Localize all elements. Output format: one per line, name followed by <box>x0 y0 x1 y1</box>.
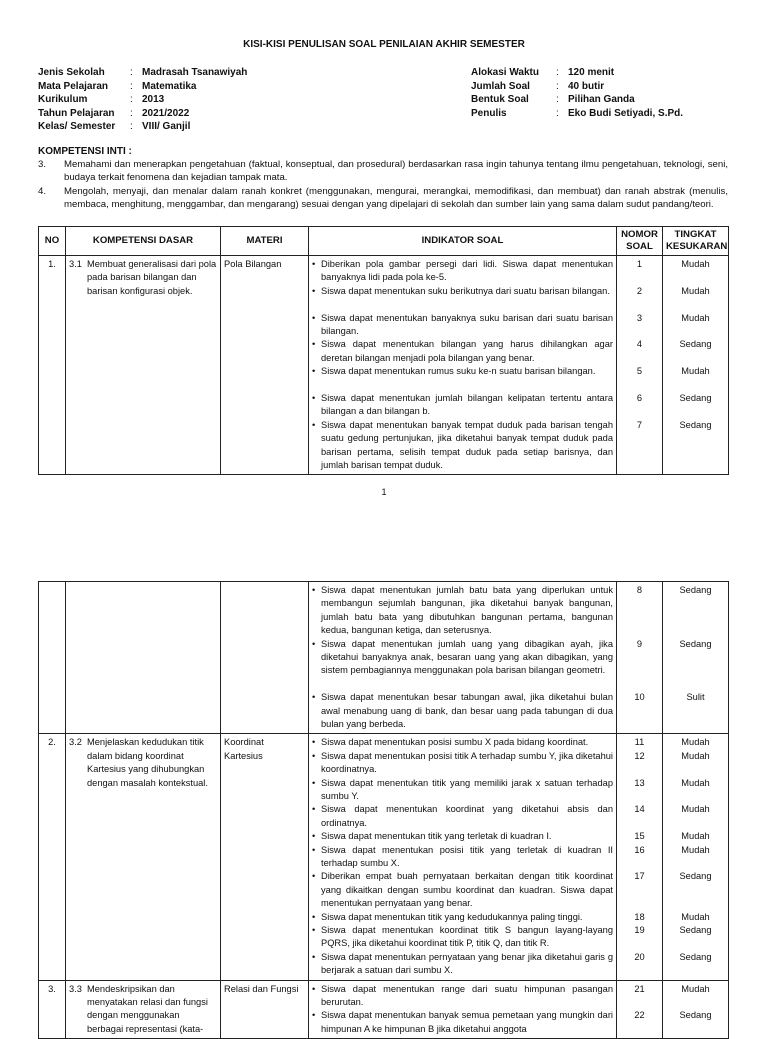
indikator-text: Siswa dapat menentukan posisi titik yang terletak di kuadran II terhadap sumbu X. <box>321 844 613 868</box>
row-number: 3. <box>39 980 66 1039</box>
materi-cell: Pola Bilangan <box>221 256 309 475</box>
header-no: NO <box>39 227 66 256</box>
table-row <box>39 582 729 734</box>
nomor-soal: 9 <box>636 638 643 649</box>
tingkat-kesukaran: Mudah <box>681 259 710 269</box>
tingkat-kesukaran: Mudah <box>681 366 710 377</box>
bullet-icon: • <box>312 924 316 935</box>
nomor-soal-cell <box>617 734 663 980</box>
indikator-item <box>312 924 613 951</box>
meta-left <box>38 66 247 134</box>
indikator-item <box>312 750 613 777</box>
tingkat-kesukaran: Sedang <box>679 339 712 350</box>
indikator-item <box>312 911 613 924</box>
nomor-soal: 19 <box>634 924 645 935</box>
tingkat-kesukaran: Mudah <box>681 777 710 788</box>
meta-row <box>38 80 247 94</box>
tingkat-kesukaran-cell <box>663 980 729 1039</box>
kd-text: Menjelaskan kedudukan titik dalam bidang koordinat Kartesius yang dihubungkan dengan masalah kontekstual. <box>87 737 208 788</box>
nomor-soal: 11 <box>634 737 645 748</box>
indikator-item <box>312 777 613 804</box>
tingkat-kesukaran: Sedang <box>679 638 712 649</box>
bullet-icon: • <box>312 911 316 922</box>
nomor-soal: 15 <box>634 831 645 842</box>
kompetensi-inti-list <box>38 158 728 212</box>
indikator-text: Siswa dapat menentukan koordinat yang diketahui absis dan ordinatnya. <box>321 804 613 828</box>
meta-separator: : <box>130 94 133 105</box>
header-nomor-line-2: SOAL <box>626 241 653 252</box>
bullet-icon: • <box>312 312 316 323</box>
nomor-soal: 8 <box>636 585 643 595</box>
indikator-item <box>312 258 613 285</box>
nomor-soal: 5 <box>636 366 643 377</box>
nomor-soal: 22 <box>634 1010 645 1021</box>
indikator-item <box>312 638 613 692</box>
table-header-row <box>39 227 729 256</box>
kompetensi-inti-heading: KOMPETENSI INTI : <box>38 146 132 157</box>
bullet-icon: • <box>312 831 316 842</box>
ki-number: 3. <box>38 159 47 170</box>
nomor-soal-cell <box>617 582 663 734</box>
meta-label: Mata Pelajaran <box>38 80 109 92</box>
meta-row <box>471 107 683 121</box>
tingkat-kesukaran: Mudah <box>681 312 710 323</box>
indikator-item <box>312 736 613 749</box>
nomor-soal-cell <box>617 256 663 475</box>
indikator-cell <box>309 734 617 980</box>
indikator-item <box>312 419 613 473</box>
kd-number: 3.3 <box>69 983 82 994</box>
kd-number: 3.1 <box>69 259 82 269</box>
indikator-text: Siswa dapat menentukan jumlah uang yang dibagikan ayah, jika diketahui banyaknya anak, besaran uang yang akan dibagikan, yang sistem pembagiannya menggunakan pola barisan bilangan geometri. <box>321 638 613 676</box>
tingkat-kesukaran: Mudah <box>681 911 710 922</box>
indikator-text: Siswa dapat menentukan banyak semua pemetaan yang mungkin dari himpunan A ke himpunan B jika diketahui anggota <box>321 1010 613 1034</box>
bullet-icon: • <box>312 638 316 649</box>
kd-text: Membuat generalisasi dari pola pada barisan bilangan dan barisan konfigurasi objek. <box>87 259 217 296</box>
meta-label: Alokasi Waktu <box>471 67 539 78</box>
ki-number: 4. <box>38 185 47 197</box>
meta-row <box>471 66 683 80</box>
meta-label: Tahun Pelajaran <box>38 107 115 119</box>
nomor-soal: 17 <box>634 871 645 882</box>
kisi-kisi-table-page-1 <box>38 226 729 475</box>
meta-right <box>471 66 683 120</box>
meta-value: Eko Budi Setiyadi, S.Pd. <box>568 107 684 119</box>
table-row <box>39 980 729 1039</box>
bullet-icon: • <box>312 1010 316 1021</box>
nomor-soal: 13 <box>634 777 645 788</box>
meta-value: 120 menit <box>568 67 615 78</box>
kompetensi-dasar-cell <box>66 256 221 475</box>
nomor-soal: 3 <box>636 312 643 323</box>
nomor-soal: 20 <box>634 951 645 962</box>
meta-separator: : <box>130 67 133 78</box>
nomor-soal: 6 <box>636 392 643 403</box>
indikator-text: Diberikan empat buah pernyataan berkaitan dengan titik koordinat yang dikaitkan dengan sumbu koordinat dan kuadran. Siswa dapat menentukan pernyataan yang benar. <box>321 871 613 909</box>
kd-number: 3.2 <box>69 737 82 748</box>
header-tingkat-line-2: KESUKARAN <box>666 241 728 252</box>
meta-separator: : <box>556 94 559 105</box>
nomor-soal: 7 <box>636 419 643 430</box>
nomor-soal: 21 <box>634 983 645 994</box>
bullet-icon: • <box>312 366 316 377</box>
meta-row <box>38 107 247 121</box>
indikator-text: Siswa dapat menentukan rumus suku ke-n suatu barisan bilangan. <box>321 366 596 377</box>
meta-label: Bentuk Soal <box>471 94 529 105</box>
indikator-item <box>312 803 613 830</box>
tingkat-kesukaran: Mudah <box>681 804 710 815</box>
indikator-text: Siswa dapat menentukan banyaknya suku barisan dari suatu barisan bilangan. <box>321 312 613 336</box>
tingkat-kesukaran: Mudah <box>681 844 710 855</box>
tingkat-kesukaran: Sedang <box>679 871 712 882</box>
bullet-icon: • <box>312 951 316 962</box>
bullet-icon: • <box>312 392 316 403</box>
tingkat-kesukaran: Sedang <box>679 419 712 430</box>
meta-separator: : <box>556 67 559 78</box>
meta-value: 2013 <box>142 94 165 105</box>
indikator-cell <box>309 582 617 734</box>
header-tingkat-line-1: TINGKAT <box>674 229 717 240</box>
page-number: 1 <box>381 487 387 497</box>
nomor-soal: 12 <box>634 750 645 761</box>
meta-row <box>38 120 247 134</box>
tingkat-kesukaran: Sedang <box>679 392 712 403</box>
materi-cell: Relasi dan Fungsi <box>221 980 309 1039</box>
tingkat-kesukaran: Mudah <box>681 750 710 761</box>
meta-value: Matematika <box>142 80 197 92</box>
table-row <box>39 734 729 980</box>
meta-separator: : <box>130 121 133 132</box>
indikator-cell <box>309 980 617 1039</box>
row-number <box>39 582 66 734</box>
materi-cell <box>221 582 309 734</box>
indikator-text: Siswa dapat menentukan besar tabungan awal, jika diketahui bulan awal menabung uang di bank, dan besar uang pada tabungan di dua bulan yang berbeda. <box>321 692 613 729</box>
bullet-icon: • <box>312 804 316 815</box>
page-2 <box>0 562 768 1034</box>
bullet-icon: • <box>312 983 316 994</box>
tingkat-kesukaran: Sedang <box>679 924 712 935</box>
kompetensi-dasar-cell <box>66 980 221 1039</box>
tingkat-kesukaran: Sulit <box>686 692 705 703</box>
indikator-item <box>312 312 613 339</box>
indikator-text: Diberikan pola gambar persegi dari lidi. Siswa dapat menentukan banyaknya lidi pada pola ke-5. <box>321 259 613 283</box>
meta-row <box>38 66 247 80</box>
page-1 <box>0 0 768 510</box>
indikator-item <box>312 584 613 638</box>
header-kompetensi-dasar: KOMPETENSI DASAR <box>66 227 221 256</box>
indikator-text: Siswa dapat menentukan posisi sumbu X pada bidang koordinat. <box>321 737 589 748</box>
meta-value: VIII/ Ganjil <box>142 121 191 132</box>
indikator-text: Siswa dapat menentukan titik yang memiliki jarak x satuan terhadap sumbu Y. <box>321 777 613 801</box>
indikator-text: Siswa dapat menentukan bilangan yang harus dihilangkan agar deretan bilangan menjadi pola bilangan yang benar. <box>321 339 613 363</box>
indikator-text: Siswa dapat menentukan pernyataan yang benar jika diketahui garis g berjarak a satuan dari sumbu X. <box>321 951 613 976</box>
indikator-item <box>312 392 613 419</box>
bullet-icon: • <box>312 777 316 788</box>
kisi-kisi-table-page-2 <box>38 581 729 1039</box>
nomor-soal: 1 <box>636 259 643 269</box>
meta-row <box>38 93 247 107</box>
header-nomor-line-1: NOMOR <box>621 229 658 240</box>
indikator-cell <box>309 256 617 475</box>
ki-item <box>38 185 728 212</box>
indikator-item <box>312 365 613 392</box>
bullet-icon: • <box>312 844 316 855</box>
indikator-item <box>312 844 613 871</box>
meta-row <box>471 80 683 94</box>
indikator-text: Siswa dapat menentukan titik yang terletak di kuadran I. <box>321 831 552 842</box>
nomor-soal: 10 <box>634 692 645 703</box>
kd-text: Mendeskripsikan dan menyatakan relasi dan fungsi dengan menggunakan berbagai representasi (kata- <box>87 983 208 1034</box>
indikator-item <box>312 830 613 843</box>
tingkat-kesukaran: Sedang <box>679 1010 712 1021</box>
header-materi: MATERI <box>221 227 309 256</box>
ki-item <box>38 158 728 185</box>
indikator-text: Siswa dapat menentukan range dari suatu himpunan pasangan berurutan. <box>321 983 613 1007</box>
nomor-soal-cell <box>617 980 663 1039</box>
document-title: KISI-KISI PENULISAN SOAL PENILAIAN AKHIR SEMESTER <box>243 39 525 50</box>
nomor-soal: 14 <box>634 804 645 815</box>
indikator-text: Siswa dapat menentukan banyak tempat duduk pada barisan tengah suatu gedung pertunjukan, jika diketahui banyak tempat duduk pada barisan pertama, selisih tempat duduk pada setiap barisnya, dan jumlah barisan tempat duduk. <box>321 419 613 470</box>
indikator-item <box>312 338 613 365</box>
indikator-text: Siswa dapat menentukan jumlah bilangan kelipatan tertentu antara bilangan a dan bilangan b. <box>321 392 613 417</box>
bullet-icon: • <box>312 737 316 748</box>
indikator-text: Siswa dapat menentukan posisi titik A terhadap sumbu Y, jika diketahui koordinatnya. <box>321 750 613 775</box>
meta-label: Jenis Sekolah <box>38 67 105 78</box>
bullet-icon: • <box>312 585 316 595</box>
meta-value: Pilihan Ganda <box>568 94 635 105</box>
tingkat-kesukaran: Sedang <box>679 585 712 595</box>
tingkat-kesukaran: Mudah <box>681 831 710 842</box>
ki-text: Memahami dan menerapkan pengetahuan (faktual, konseptual, dan prosedural) berdasarkan rasa ingin tahunya tentang ilmu pengetahuan, teknologi, seni, budaya terkait fenomena dan kejadian tampak mata. <box>64 159 728 184</box>
bullet-icon: • <box>312 419 316 430</box>
kompetensi-dasar-cell <box>66 734 221 980</box>
table-row <box>39 256 729 475</box>
meta-separator: : <box>130 107 133 119</box>
indikator-text: Siswa dapat menentukan suku berikutnya dari suatu barisan bilangan. <box>321 285 610 296</box>
bullet-icon: • <box>312 871 316 882</box>
meta-row <box>471 93 683 107</box>
indikator-item <box>312 983 613 1010</box>
row-number: 2. <box>39 734 66 980</box>
header-nomor-soal <box>617 227 663 256</box>
tingkat-kesukaran: Mudah <box>681 983 710 994</box>
meta-label: Kurikulum <box>38 94 88 105</box>
indikator-item <box>312 285 613 312</box>
indikator-text: Siswa dapat menentukan jumlah batu bata yang diperlukan untuk membangun sejumlah bangunan, jika diketahui banyak bangunan, jumlah batu bata yang dibutuhkan bangunan pertama, bangunan kedua, bangunan ketiga, dan seterusnya. <box>321 585 613 636</box>
indikator-text: Siswa dapat menentukan koordinat titik S bangun layang-layang PQRS, jika diketahui koordinat titik P, titik Q, dan titik R. <box>321 924 613 949</box>
meta-label: Kelas/ Semester <box>38 121 116 132</box>
bullet-icon: • <box>312 750 316 761</box>
meta-value: 2021/2022 <box>142 107 190 119</box>
materi-cell: Koordinat Kartesius <box>221 734 309 980</box>
ki-text: Mengolah, menyaji, dan menalar dalam ranah konkret (menggunakan, mengurai, merangkai, memodifikasi, dan membuat) dan ranah abstrak (menulis, membaca, menghitung, menggambar, dan mengarang) sesuai dengan yang dipelajari di sekolah dan sumber lain yang sama dalam sudut pandang/teori. <box>64 185 728 211</box>
meta-label: Jumlah Soal <box>471 80 530 92</box>
bullet-icon: • <box>312 285 316 296</box>
nomor-soal: 2 <box>636 285 643 296</box>
meta-separator: : <box>556 107 559 119</box>
meta-value: 40 butir <box>568 80 605 92</box>
tingkat-kesukaran-cell <box>663 256 729 475</box>
meta-separator: : <box>130 80 133 92</box>
indikator-item <box>312 1009 613 1036</box>
tingkat-kesukaran: Sedang <box>679 951 712 962</box>
bullet-icon: • <box>312 692 316 703</box>
header-tingkat-kesukaran <box>663 227 729 256</box>
tingkat-kesukaran-cell <box>663 582 729 734</box>
bullet-icon: • <box>312 259 316 269</box>
meta-separator: : <box>556 80 559 92</box>
kompetensi-dasar-cell <box>66 582 221 734</box>
tingkat-kesukaran: Mudah <box>681 737 710 748</box>
nomor-soal: 4 <box>636 339 643 350</box>
nomor-soal: 16 <box>634 844 645 855</box>
indikator-text: Siswa dapat menentukan titik yang kedudukannya paling tinggi. <box>321 911 583 922</box>
nomor-soal: 18 <box>634 911 645 922</box>
header-indikator-soal: INDIKATOR SOAL <box>309 227 617 256</box>
tingkat-kesukaran: Mudah <box>681 285 710 296</box>
meta-label: Penulis <box>471 107 507 119</box>
meta-value: Madrasah Tsanawiyah <box>142 67 248 78</box>
indikator-item <box>312 951 613 978</box>
indikator-item <box>312 870 613 910</box>
row-number: 1. <box>39 256 66 475</box>
indikator-item <box>312 691 613 731</box>
tingkat-kesukaran-cell <box>663 734 729 980</box>
bullet-icon: • <box>312 339 316 350</box>
